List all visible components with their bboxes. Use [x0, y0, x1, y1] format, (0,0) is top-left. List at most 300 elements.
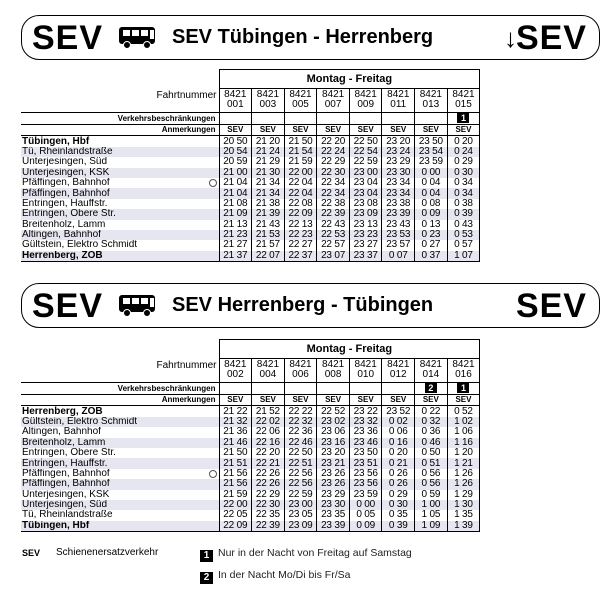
departure-time: 22 04: [284, 188, 317, 198]
footnote-2: [200, 569, 350, 584]
stop-row: [21, 500, 480, 510]
trip-prefix: 8421: [419, 89, 442, 100]
trip-suffix: 006: [292, 369, 309, 380]
restriction-cell: [382, 383, 415, 395]
stop-name: Tübingen, Hbf: [21, 521, 219, 532]
trip-prefix: 8421: [387, 359, 410, 370]
departure-time: 23 04: [349, 188, 382, 198]
departure-time: 22 13: [284, 220, 317, 230]
departure-time: 21 34: [252, 188, 285, 198]
departure-time: 23 37: [349, 251, 382, 262]
stop-name: Breitenholz, Lamm: [22, 219, 106, 230]
remark-cell: SEV: [382, 395, 415, 406]
trip-number: [349, 359, 382, 383]
sev-logo: SEV: [515, 19, 587, 57]
departure-time: 22 35: [252, 510, 285, 520]
stop-name: Unterjesingen, KSK: [21, 168, 219, 178]
trip-suffix: 016: [455, 369, 472, 380]
departure-time: 23 00: [284, 500, 317, 510]
remark-cell: SEV: [252, 395, 285, 406]
stop-row: [21, 510, 480, 520]
departure-time: 22 08: [284, 199, 317, 209]
remarks-row: [21, 125, 480, 136]
departure-time: 21 13: [219, 220, 252, 230]
trip-number: [317, 89, 350, 113]
restriction-cell: [349, 383, 382, 395]
departure-time: 21 27: [219, 240, 252, 250]
trip-suffix: 003: [259, 99, 277, 110]
fahrtnummer-label: Fahrtnummer: [156, 89, 217, 101]
remark-cell: SEV: [415, 395, 448, 406]
trip-prefix: 8421: [289, 359, 312, 370]
stop-row: [21, 230, 480, 240]
departure-time: 21 50: [284, 136, 317, 147]
departure-time: 0 23: [415, 230, 448, 240]
header-blank: [21, 70, 219, 89]
trip-prefix: 8421: [289, 89, 312, 100]
departure-time: 0 53: [447, 230, 480, 240]
stop-row: [21, 490, 480, 500]
footnote-text: Nur in der Nacht von Freitag auf Samstag: [218, 547, 412, 559]
trip-prefix: 8421: [452, 359, 475, 370]
departure-time: 22 39: [252, 521, 285, 532]
stop-row: [21, 406, 480, 417]
stop-row: [21, 521, 480, 532]
departure-time: 21 56: [219, 479, 252, 489]
stop-name: Altingen, Bahnhof: [21, 230, 219, 240]
departure-time: 0 39: [382, 521, 415, 532]
departure-time: 23 54: [415, 147, 448, 157]
departure-time: 0 16: [382, 438, 415, 448]
stop-name: Tü, Rheinlandstraße: [22, 510, 113, 521]
departure-time: 22 59: [349, 157, 382, 167]
trip-number-row: [21, 89, 480, 113]
remark-cell: SEV: [349, 395, 382, 406]
departure-time: 23 21: [317, 458, 350, 468]
stop-name: Entringen, Hauffstr.: [22, 198, 108, 209]
departure-time: 22 52: [317, 406, 350, 417]
departure-time: 1 20: [447, 448, 480, 458]
departure-time: 0 32: [415, 417, 448, 427]
departure-time: 22 06: [252, 427, 285, 437]
departure-time: 23 24: [382, 147, 415, 157]
departure-time: 0 00: [415, 168, 448, 178]
day-header-row: [21, 340, 480, 359]
departure-time: 0 02: [382, 417, 415, 427]
remark-cell: SEV: [415, 125, 448, 136]
restriction-cell: [415, 113, 448, 125]
departure-time: 22 34: [317, 178, 350, 188]
departure-time: 23 26: [317, 479, 350, 489]
restriction-cell: [317, 383, 350, 395]
departure-time: 23 00: [349, 168, 382, 178]
departure-time: 23 36: [349, 427, 382, 437]
stop-name: Herrenberg, ZOB: [22, 405, 103, 417]
restriction-cell: [317, 113, 350, 125]
departure-time: 22 51: [284, 458, 317, 468]
departure-time: 0 59: [415, 490, 448, 500]
trip-number: [415, 89, 448, 113]
stop-row: [21, 427, 480, 437]
restrictions-row: [21, 383, 480, 395]
departure-time: 22 39: [317, 209, 350, 219]
stop-name: Unterjesingen, KSK: [22, 489, 110, 500]
departure-time: 23 30: [382, 168, 415, 178]
departure-time: 22 26: [252, 469, 285, 479]
departure-time: 22 54: [349, 147, 382, 157]
restriction-badge: 1: [457, 113, 469, 123]
remark-cell: SEV: [317, 125, 350, 136]
departure-time: 23 56: [349, 479, 382, 489]
trip-prefix: 8421: [256, 359, 280, 370]
stop-name: Pfäffingen, Bahnhof: [21, 479, 219, 489]
departure-time: 0 52: [447, 406, 480, 417]
departure-time: 0 04: [415, 188, 448, 198]
footnote-1: [200, 547, 412, 562]
stop-name: Unterjesingen, Süd: [21, 500, 219, 510]
trip-number: [219, 359, 252, 383]
departure-time: 22 43: [317, 220, 350, 230]
departure-time: 21 04: [219, 178, 252, 188]
stop-name: Unterjesingen, Süd: [22, 157, 108, 168]
departure-time: 23 27: [349, 240, 382, 250]
trip-number: [415, 359, 448, 383]
departure-time: 21 32: [219, 417, 252, 427]
sev-logo: SEV: [32, 19, 104, 57]
departure-time: 0 39: [447, 209, 480, 219]
departure-time: 0 43: [447, 220, 480, 230]
departure-time: 20 50: [219, 136, 252, 147]
departure-time: 22 30: [317, 168, 350, 178]
departure-time: 23 38: [382, 199, 415, 209]
departure-time: 22 56: [284, 469, 317, 479]
remark-cell: SEV: [349, 125, 382, 136]
departure-time: 22 38: [317, 199, 350, 209]
timetable-tuebingen-herrenberg: [21, 69, 480, 262]
day-header-row: [21, 70, 480, 89]
departure-time: 23 09: [349, 209, 382, 219]
departure-time: 0 09: [349, 521, 382, 532]
restriction-cell: [252, 383, 285, 395]
stop-row: [21, 136, 480, 147]
departure-time: 22 50: [349, 136, 382, 147]
departure-time: 23 32: [349, 417, 382, 427]
departure-time: 22 23: [284, 230, 317, 240]
trip-suffix: 010: [357, 369, 375, 380]
trip-number: [382, 359, 415, 383]
departure-time: 21 37: [219, 251, 252, 262]
departure-time: 1 21: [447, 458, 480, 468]
trip-suffix: 005: [292, 99, 309, 110]
restriction-cell: [447, 113, 480, 125]
departure-time: 1 07: [447, 251, 480, 262]
stop-name: Gültstein, Elektro Schmidt: [21, 417, 219, 427]
departure-time: 0 30: [382, 500, 415, 510]
restriction-cell: [415, 383, 448, 395]
departure-time: 22 20: [317, 136, 350, 147]
departure-time: 22 22: [284, 406, 317, 417]
stop-name: Pfäffingen, Bahnhof: [21, 178, 219, 188]
departure-time: 0 13: [415, 220, 448, 230]
departure-time: 1 35: [447, 510, 480, 520]
departure-time: 21 53: [252, 230, 285, 240]
departure-time: 23 20: [382, 136, 415, 147]
bus-icon: [118, 26, 158, 55]
departure-time: 23 23: [349, 230, 382, 240]
departure-time: 22 32: [284, 417, 317, 427]
departure-time: 22 29: [317, 157, 350, 167]
trip-number: [252, 359, 285, 383]
departure-time: 0 20: [447, 136, 480, 147]
remark-cell: SEV: [447, 125, 480, 136]
stop-name: Tü, Rheinlandstraße: [21, 147, 219, 157]
departure-time: 21 59: [284, 157, 317, 167]
departure-time: 0 04: [415, 178, 448, 188]
restriction-cell: [349, 113, 382, 125]
departure-time: 21 57: [252, 240, 285, 250]
departure-time: 23 22: [349, 406, 382, 417]
stop-row: [21, 157, 480, 167]
restrictions-label: Verkehrsbeschränkungen: [21, 383, 219, 395]
restriction-cell: [219, 383, 252, 395]
trip-suffix: 011: [390, 99, 407, 110]
route-banner-1: [21, 15, 600, 60]
departure-time: 23 52: [382, 406, 415, 417]
departure-time: 22 04: [284, 178, 317, 188]
departure-time: 1 16: [447, 438, 480, 448]
remark-cell: SEV: [252, 125, 285, 136]
departure-time: 23 16: [317, 438, 350, 448]
departure-time: 23 59: [349, 490, 382, 500]
departure-time: 0 24: [447, 147, 480, 157]
stop-row: [21, 469, 480, 479]
departure-time: 21 39: [252, 209, 285, 219]
departure-time: 0 35: [382, 510, 415, 520]
route-title: SEV Herrenberg - Tübingen: [172, 294, 434, 316]
departure-time: 1 26: [447, 479, 480, 489]
departure-time: 21 09: [219, 209, 252, 219]
departure-time: 23 30: [317, 500, 350, 510]
departure-time: 0 56: [415, 479, 448, 489]
stop-row: [21, 479, 480, 489]
departure-time: 22 26: [252, 479, 285, 489]
departure-time: 21 30: [252, 168, 285, 178]
legend-abbr: SEV: [22, 548, 41, 558]
stop-name: Pfäffingen, Bahnhof: [21, 188, 219, 198]
departure-time: 1 39: [447, 521, 480, 532]
departure-time: 0 38: [447, 199, 480, 209]
departure-time: 22 24: [317, 147, 350, 157]
departure-time: 21 52: [252, 406, 285, 417]
trip-prefix: 8421: [387, 89, 410, 100]
remark-cell: SEV: [382, 125, 415, 136]
timetable-herrenberg-tuebingen: [21, 339, 480, 532]
remarks-label: Anmerkungen: [21, 395, 219, 406]
departure-time: 21 50: [219, 448, 252, 458]
departure-time: 22 20: [252, 448, 285, 458]
departure-time: 0 46: [415, 438, 448, 448]
remarks-label: Anmerkungen: [21, 125, 219, 136]
departure-time: 23 13: [349, 220, 382, 230]
trip-suffix: 014: [422, 369, 440, 380]
departure-time: 23 05: [284, 510, 317, 520]
trip-number: [284, 89, 317, 113]
trip-prefix: 8421: [256, 89, 280, 100]
stop-name: Entringen, Obere Str.: [21, 209, 219, 219]
departure-time: 23 59: [415, 157, 448, 167]
stop-row: [21, 147, 480, 157]
departure-time: 1 05: [415, 510, 448, 520]
stop-row: [21, 209, 480, 219]
departure-time: 23 53: [382, 230, 415, 240]
trip-number: [382, 89, 415, 113]
departure-time: 0 50: [415, 448, 448, 458]
departure-time: 0 37: [415, 251, 448, 262]
departure-time: 21 38: [252, 199, 285, 209]
trip-suffix: 002: [226, 369, 244, 380]
departure-time: 22 59: [284, 490, 317, 500]
trip-suffix: 004: [259, 369, 277, 380]
departure-time: 20 59: [219, 157, 252, 167]
departure-time: 23 34: [382, 188, 415, 198]
footnote-badge: 2: [200, 572, 213, 584]
departure-time: 23 20: [317, 448, 350, 458]
departure-time: 23 39: [382, 209, 415, 219]
stop-name: Entringen, Obere Str.: [22, 447, 116, 459]
trip-prefix: 8421: [321, 89, 345, 100]
departure-time: 23 50: [415, 136, 448, 147]
departure-time: 0 36: [415, 427, 448, 437]
departure-time: 1 26: [447, 469, 480, 479]
remark-cell: SEV: [219, 395, 252, 406]
departure-time: 21 29: [252, 157, 285, 167]
restriction-cell: [219, 113, 252, 125]
route-banner-2: [21, 283, 600, 328]
departure-time: 1 30: [447, 500, 480, 510]
remark-cell: SEV: [317, 395, 350, 406]
departure-time: 0 27: [415, 240, 448, 250]
departure-time: 22 34: [317, 188, 350, 198]
departure-time: 22 21: [252, 458, 285, 468]
restriction-cell: [382, 113, 415, 125]
departure-time: 0 21: [382, 458, 415, 468]
header-blank: [21, 340, 219, 359]
departure-time: 0 22: [415, 406, 448, 417]
departure-time: 22 57: [317, 240, 350, 250]
stop-row: [21, 199, 480, 209]
departure-time: 0 30: [447, 168, 480, 178]
departure-time: 22 53: [317, 230, 350, 240]
restrictions-label: Verkehrsbeschränkungen: [21, 113, 219, 125]
departure-time: 1 06: [447, 427, 480, 437]
stop-name: Entringen, Hauffstr.: [21, 458, 219, 468]
remark-cell: SEV: [447, 395, 480, 406]
restrictions-row: [21, 113, 480, 125]
departure-time: 23 46: [349, 438, 382, 448]
trip-prefix: 8421: [224, 359, 247, 370]
departure-time: 0 07: [382, 251, 415, 262]
trip-suffix: 012: [389, 369, 407, 380]
fahrtnummer-label: Fahrtnummer: [156, 359, 217, 371]
stop-row: [21, 240, 480, 250]
departure-time: 21 43: [252, 220, 285, 230]
departure-time: 22 29: [252, 490, 285, 500]
departure-time: 23 08: [349, 199, 382, 209]
stop-name: Pfäffingen, Bahnhof: [21, 469, 219, 479]
trip-prefix: 8421: [354, 359, 377, 370]
trip-number: [252, 89, 285, 113]
departure-time: 21 34: [252, 178, 285, 188]
departure-time: 23 09: [284, 521, 317, 532]
arrow-down-icon: ↓: [504, 23, 517, 53]
sev-logo: SEV: [32, 287, 104, 325]
trip-suffix: 013: [422, 99, 440, 110]
circle-marker-icon: [209, 470, 217, 478]
stop-row: [21, 188, 480, 198]
departure-time: 0 20: [382, 448, 415, 458]
departure-time: 23 26: [317, 469, 350, 479]
remarks-row: [21, 395, 480, 406]
departure-time: 23 50: [349, 448, 382, 458]
stop-name: Tübingen, Hbf: [22, 135, 90, 147]
circle-marker-icon: [209, 179, 217, 187]
departure-time: 22 46: [284, 438, 317, 448]
departure-time: 21 46: [219, 438, 252, 448]
trip-number: [447, 89, 480, 113]
stop-row: [21, 417, 480, 427]
stop-row: [21, 220, 480, 230]
departure-time: 21 20: [252, 136, 285, 147]
departure-time: 0 29: [447, 157, 480, 167]
departure-time: 0 26: [382, 469, 415, 479]
departure-time: 0 51: [415, 458, 448, 468]
departure-time: 23 29: [382, 157, 415, 167]
departure-time: 22 02: [252, 417, 285, 427]
stop-row: [21, 458, 480, 468]
departure-time: 23 35: [317, 510, 350, 520]
day-label: Montag - Freitag: [219, 70, 480, 89]
departure-time: 0 05: [349, 510, 382, 520]
departure-time: 21 36: [219, 427, 252, 437]
departure-time: 1 29: [447, 490, 480, 500]
departure-time: 23 39: [317, 521, 350, 532]
departure-time: 0 29: [382, 490, 415, 500]
departure-time: 21 54: [284, 147, 317, 157]
departure-time: 23 04: [349, 178, 382, 188]
departure-time: 21 00: [219, 168, 252, 178]
departure-time: 21 22: [219, 406, 252, 417]
trip-number: [349, 89, 382, 113]
departure-time: 0 08: [415, 199, 448, 209]
stop-row: [21, 438, 480, 448]
departure-time: 21 23: [219, 230, 252, 240]
day-label: Montag - Freitag: [219, 340, 480, 359]
stop-name: Herrenberg, ZOB: [21, 251, 219, 262]
departure-time: 22 16: [252, 438, 285, 448]
departure-time: 21 59: [219, 490, 252, 500]
stop-name: Breitenholz, Lamm: [21, 438, 219, 448]
trip-prefix: 8421: [419, 359, 442, 370]
departure-time: 1 00: [415, 500, 448, 510]
departure-time: 22 09: [284, 209, 317, 219]
departure-time: 22 09: [219, 521, 252, 532]
departure-time: 22 07: [252, 251, 285, 262]
departure-time: 0 57: [447, 240, 480, 250]
remark-cell: SEV: [219, 125, 252, 136]
departure-time: 1 09: [415, 521, 448, 532]
trip-suffix: 008: [324, 369, 342, 380]
sev-logo: SEV: [515, 287, 587, 325]
